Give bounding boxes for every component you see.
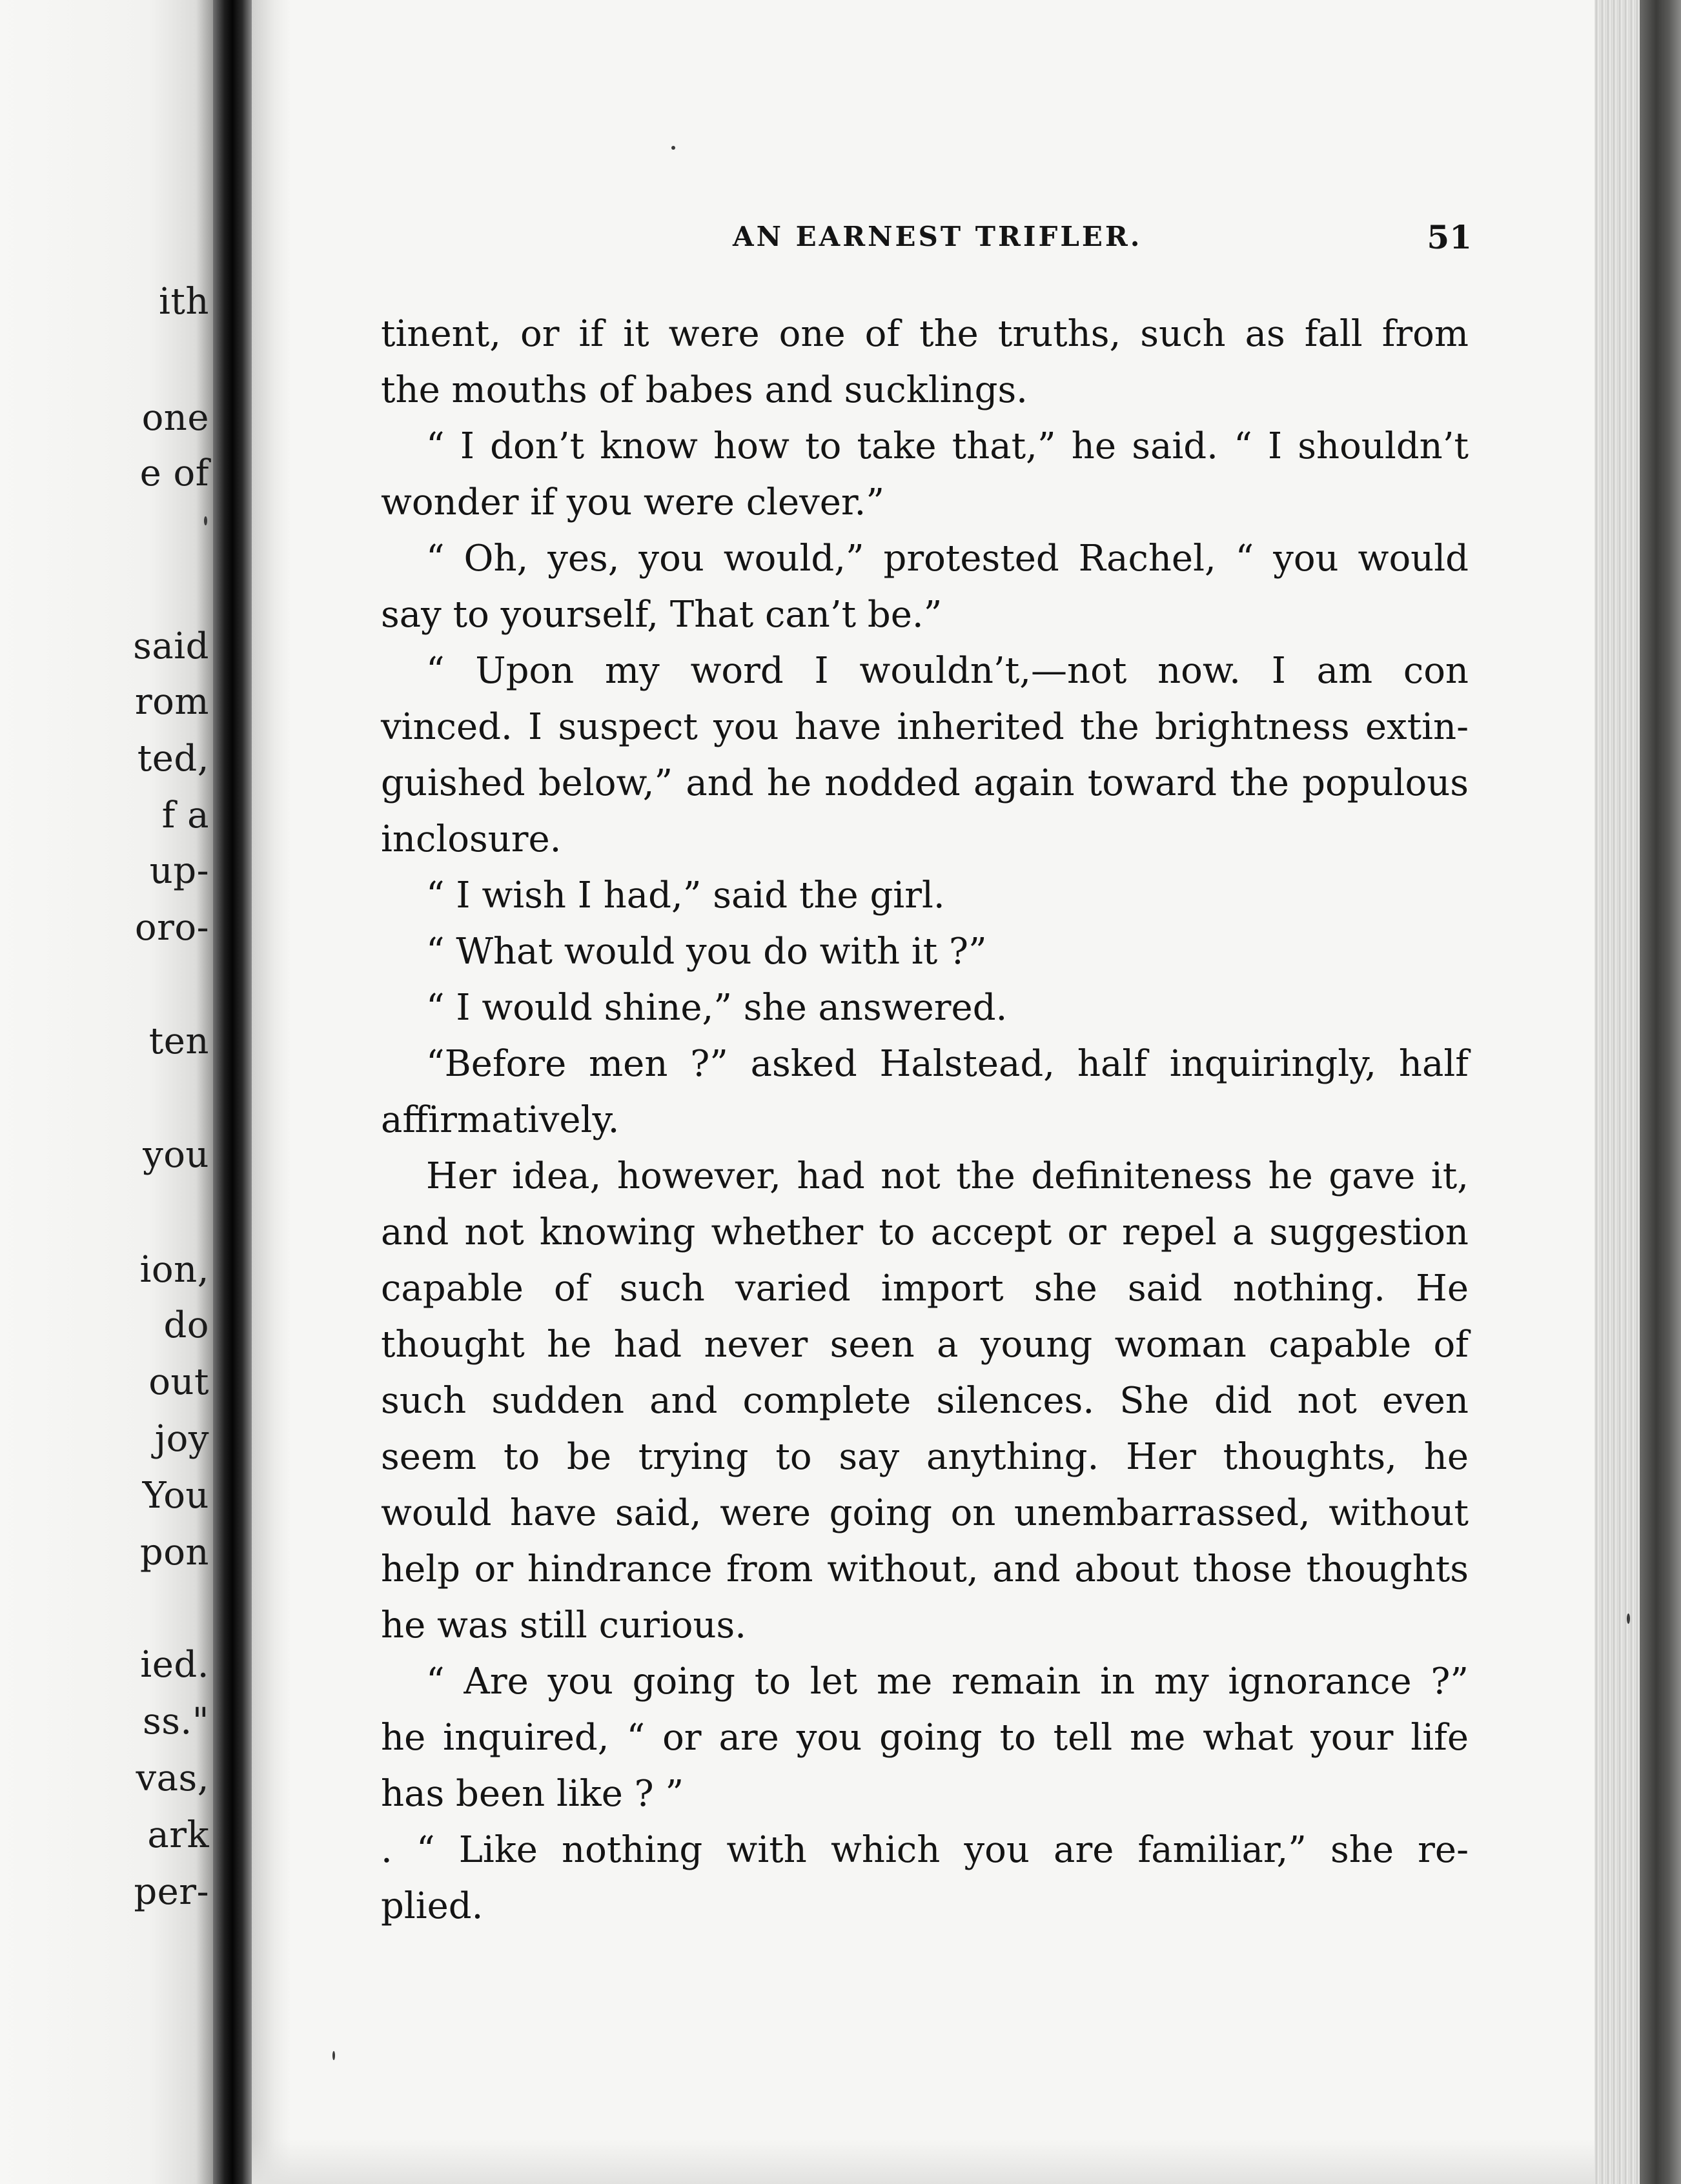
text-line: such sudden and complete silences. She did not even [381,1380,1469,1422]
book-cover-edge [1640,0,1681,2184]
speck [332,2051,335,2060]
left-page-fragment: vas, [136,1757,209,1799]
text-line: and not knowing whether to accept or repel a suggestion [381,1211,1469,1253]
text-line: he inquired, “ or are you going to tell me what your life [381,1717,1469,1759]
running-header [381,218,1472,263]
text-line: “ Are you going to let me remain in my ignorance ?” [426,1661,1469,1703]
left-page-fragment: oro- [134,907,209,949]
left-page-fragment: rom [134,681,209,723]
page-edges [1594,0,1640,2184]
left-page-fragment: ied. [140,1644,209,1686]
text-line: tinent, or if it were one of the truths, such as fall from [381,313,1469,355]
left-page-fragment: joy [154,1418,209,1460]
text-line: wonder if you were clever.” [381,481,884,523]
text-line: vinced. I suspect you have inherited the brightness extin- [381,706,1469,748]
left-page-fragment: You [142,1475,209,1517]
left-page-fragment: do [163,1304,209,1346]
text-line: . “ Like nothing with which you are familiar,” she re- [381,1829,1469,1871]
left-page-fragment: ten [148,1020,209,1062]
running-header-title: AN EARNEST TRIFLER. [733,221,1143,252]
left-page-fragment: out [148,1361,209,1403]
text-line: would have said, were going on unembarrassed, without [381,1492,1469,1534]
text-line: Her idea, however, had not the definiteness he gave it, [426,1155,1469,1197]
text-line: say to yourself, That can’t be.” [381,594,942,636]
left-facing-page [0,0,213,2184]
left-page-fragment: per- [134,1871,209,1913]
speck [671,146,675,150]
text-line: affirmatively. [381,1099,620,1141]
speck [1627,1613,1630,1624]
page-number: 51 [1427,218,1472,256]
left-page-fragment: said [133,625,209,667]
text-line: has been like ? ” [381,1773,684,1815]
text-line: “ Oh, yes, you would,” protested Rachel, “ you would [426,538,1469,580]
text-line: capable of such varied import she said nothing. He [381,1268,1469,1309]
left-page-fragment: one [141,397,209,439]
left-page-fragment: f a [161,794,209,836]
text-line: “ I don’t know how to take that,” he said. “ I shouldn’t [426,425,1469,467]
left-page-fragment: ss." [142,1701,209,1743]
text-line: plied. [381,1885,484,1927]
book-gutter [213,0,252,2184]
text-line: “ I wish I had,” said the girl. [426,875,945,916]
page-body-text [381,306,1469,1934]
left-page-fragment: ion, [139,1249,209,1291]
left-page-fragment: up- [149,850,209,892]
text-line: help or hindrance from without, and about those thoughts [381,1548,1469,1590]
left-page-fragment: e of [139,452,209,494]
text-line: “ I would shine,” she answered. [426,987,1008,1029]
text-line: “Before men ?” asked Halstead, half inquiringly, half [426,1043,1469,1085]
gutter-shadow [252,0,290,2184]
left-page-fragment: you [143,1134,209,1176]
text-line: he was still curious. [381,1604,747,1646]
text-line: the mouths of babes and sucklings. [381,369,1028,411]
text-line: “ Upon my word I wouldn’t,—not now. I am con [426,650,1469,692]
left-page-fragment: ark [147,1814,209,1856]
text-line: thought he had never seen a young woman capable of [381,1324,1469,1366]
speck [204,516,207,525]
left-page-fragment: pon [139,1532,209,1573]
text-line: inclosure. [381,818,562,860]
page-bottom-shadow [252,2139,1594,2184]
left-page-fragment: ted, [137,738,209,780]
text-line: “ What would you do with it ?” [426,931,987,973]
left-page-fragment: ith [159,281,209,323]
text-line: guished below,” and he nodded again toward the populous [381,762,1469,804]
text-line: seem to be trying to say anything. Her thoughts, he [381,1436,1469,1478]
